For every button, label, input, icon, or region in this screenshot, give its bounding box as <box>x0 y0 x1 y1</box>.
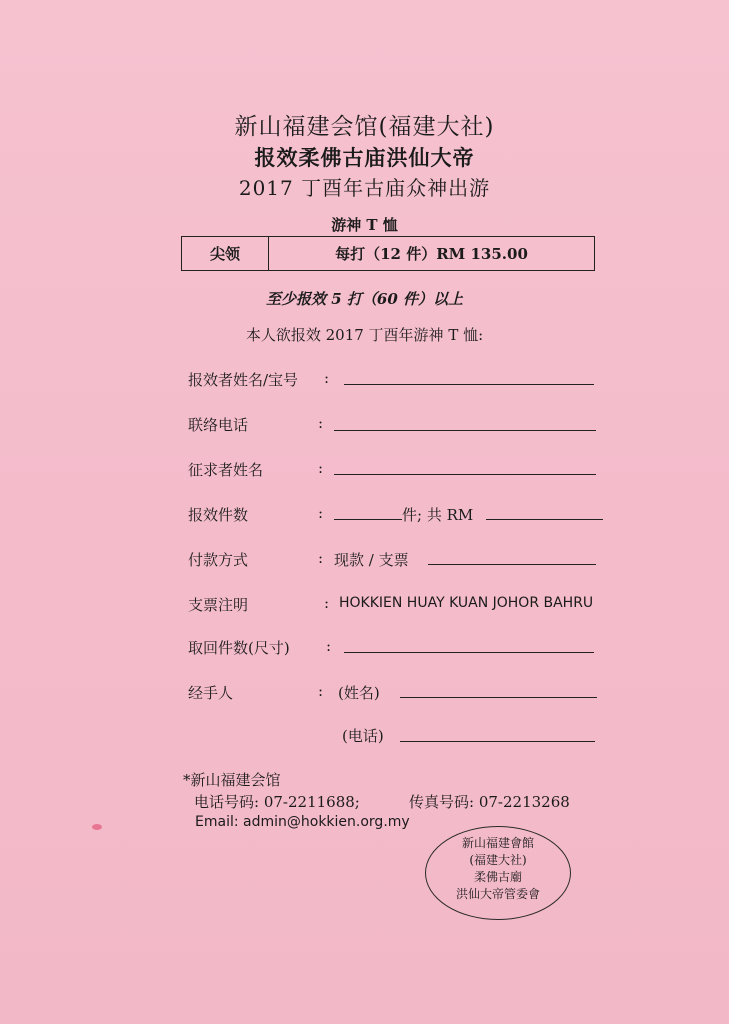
phone-label: 联络电话 <box>188 416 249 434</box>
item-title: 游神 T 恤 <box>331 216 398 234</box>
donor-name-label: 报效者姓名/宝号 <box>188 371 299 389</box>
handler-name-label: (姓名) <box>338 684 380 702</box>
ink-speck <box>92 824 102 830</box>
solicitor-label: 征求者姓名 <box>188 461 264 479</box>
colon: : <box>318 459 324 477</box>
handler-name-field[interactable] <box>400 697 597 698</box>
official-stamp <box>425 826 571 920</box>
colon: : <box>318 549 324 567</box>
cheque-payee: HOKKIEN HUAY KUAN JOHOR BAHRU <box>339 595 594 611</box>
quantity-field[interactable] <box>334 519 402 520</box>
colon: : <box>318 682 324 700</box>
pickup-field[interactable] <box>344 652 594 653</box>
quantity-label: 报效件数 <box>188 506 249 524</box>
amount-field[interactable] <box>486 519 603 520</box>
org-title: 新山福建会馆(福建大社) <box>234 114 495 140</box>
stamp-line: 柔佛古廟 <box>473 870 522 884</box>
colon: : <box>318 504 324 522</box>
price-cell: 每打（12 件）RM 135.00 <box>269 237 595 271</box>
minimum-note: 至少报效 5 打（60 件）以上 <box>266 290 463 308</box>
payment-field[interactable] <box>428 564 596 565</box>
cheque-label: 支票注明 <box>188 596 249 614</box>
donor-name-field[interactable] <box>344 384 594 385</box>
price-table <box>181 236 595 271</box>
footer-phone: 电话号码: 07-2211688; <box>194 793 360 811</box>
pickup-label: 取回件数(尺寸) <box>188 639 290 657</box>
handler-label: 经手人 <box>188 684 234 702</box>
handler-phone-field[interactable] <box>400 741 595 742</box>
payment-options: 现款 / 支票 <box>334 551 409 569</box>
payment-label: 付款方式 <box>188 551 249 569</box>
intro-text: 本人欲报效 2017 丁酉年游神 T 恤: <box>245 326 484 344</box>
solicitor-field[interactable] <box>334 474 596 475</box>
collar-cell: 尖领 <box>182 237 269 271</box>
quantity-unit: 件; 共 RM <box>402 506 474 524</box>
colon: : <box>326 637 332 655</box>
colon: : <box>318 414 324 432</box>
footer-org: *新山福建会馆 <box>183 771 281 789</box>
appeal-title: 报效柔佛古庙洪仙大帝 <box>254 145 475 170</box>
stamp-line: 洪仙大帝管委會 <box>455 887 540 901</box>
footer-fax: 传真号码: 07-2213268 <box>409 793 570 811</box>
event-title: 2017 丁酉年古庙众神出游 <box>238 176 491 200</box>
stamp-line: (福建大社) <box>469 853 527 867</box>
phone-field[interactable] <box>334 430 596 431</box>
handler-phone-label: (电话) <box>342 727 384 745</box>
stamp-line: 新山福建會館 <box>461 836 534 850</box>
colon: : <box>324 594 330 612</box>
colon: : <box>324 369 330 387</box>
footer-email: Email: admin@hokkien.org.my <box>195 814 410 830</box>
